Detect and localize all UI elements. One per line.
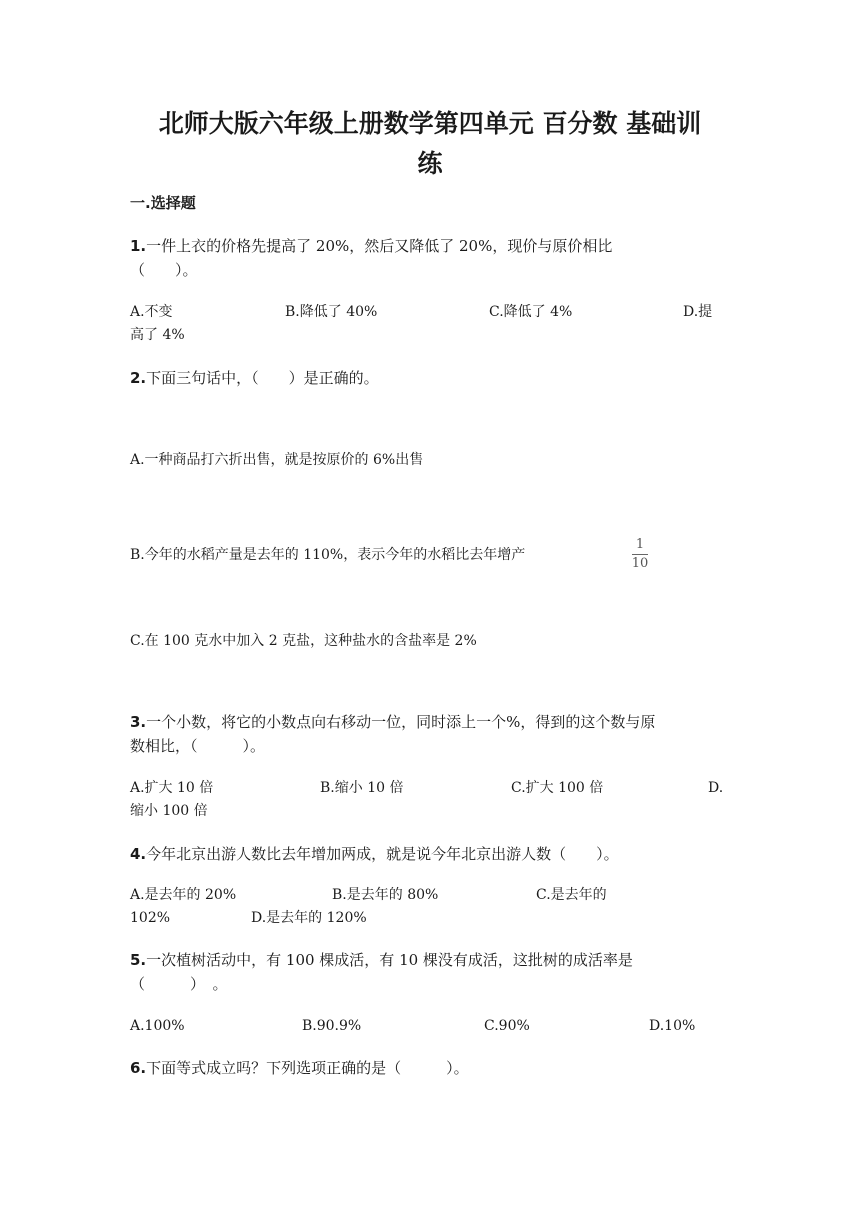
question-4: [130, 842, 730, 866]
option-c: C.降低了 4%: [489, 304, 573, 320]
option-a: A.是去年的 20%: [130, 887, 237, 903]
option-c: C.扩大 100 倍: [511, 780, 604, 796]
question-text-cont: （ ） 。: [130, 975, 228, 993]
question-number: 4.: [130, 845, 147, 863]
title-line-1: 北师大版六年级上册数学第四单元 百分数 基础训: [158, 109, 702, 138]
option-a: A.扩大 10 倍: [130, 780, 214, 796]
question-text: 下面三句话中，（ ）是正确的。: [146, 369, 379, 387]
question-1: [130, 234, 730, 282]
fraction-denominator: 10: [631, 556, 649, 571]
question-number: 1.: [130, 237, 147, 255]
question-2: [130, 366, 730, 390]
option-d-cont: 高了 4%: [130, 327, 185, 343]
option-c: C.在 100 克水中加入 2 克盐，这种盐水的含盐率是 2%: [130, 633, 477, 649]
question-6: [130, 1056, 730, 1080]
question-text: 一个小数，将它的小数点向右移动一位，同时添上一个%，得到的这个数与原: [146, 713, 656, 731]
question-text-cont: 数相比，（ ）。: [130, 737, 266, 755]
option-c: C.90%: [484, 1018, 530, 1034]
page-title: [130, 104, 730, 184]
option-a: A.不变: [130, 304, 173, 320]
question-text: 下面等式成立吗？下列选项正确的是（ ）。: [146, 1059, 469, 1077]
question-text: 今年北京出游人数比去年增加两成，就是说今年北京出游人数（ ）。: [146, 845, 619, 863]
option-b: B.降低了 40%: [285, 304, 378, 320]
option-b: B.是去年的 80%: [332, 887, 439, 903]
fraction-bar: [632, 554, 648, 555]
question-number: 5.: [130, 951, 147, 969]
option-c-cont: 102%: [130, 910, 171, 926]
question-text-cont: （ ）。: [130, 261, 198, 279]
question-3: [130, 710, 730, 758]
question-number: 2.: [130, 369, 147, 387]
question-5: [130, 948, 730, 996]
option-d: D.10%: [649, 1018, 696, 1034]
option-a: A.一种商品打六折出售，就是按原价的 6%出售: [130, 452, 424, 468]
option-c: C.是去年的: [536, 887, 607, 903]
fraction-numerator: 1: [635, 537, 645, 552]
option-b: B.今年的水稻产量是去年的 110%，表示今年的水稻比去年增产: [130, 547, 526, 563]
question-text: 一次植树活动中，有 100 棵成活，有 10 棵没有成活，这批树的成活率是: [146, 951, 633, 969]
section-heading: 一.选择题: [130, 194, 196, 212]
question-number: 6.: [130, 1059, 147, 1077]
option-d: D.是去年的 120%: [251, 910, 367, 926]
option-d: D.: [708, 780, 724, 796]
option-d-cont: 缩小 100 倍: [130, 803, 208, 819]
option-d: D.提: [683, 304, 713, 320]
option-b: B.90.9%: [302, 1018, 362, 1034]
option-b: B.缩小 10 倍: [320, 780, 404, 796]
question-number: 3.: [130, 713, 147, 731]
title-line-2: 练: [417, 149, 443, 178]
option-a: A.100%: [130, 1018, 185, 1034]
question-text: 一件上衣的价格先提高了 20%，然后又降低了 20%，现价与原价相比: [146, 237, 613, 255]
fraction-one-tenth: [630, 538, 650, 571]
